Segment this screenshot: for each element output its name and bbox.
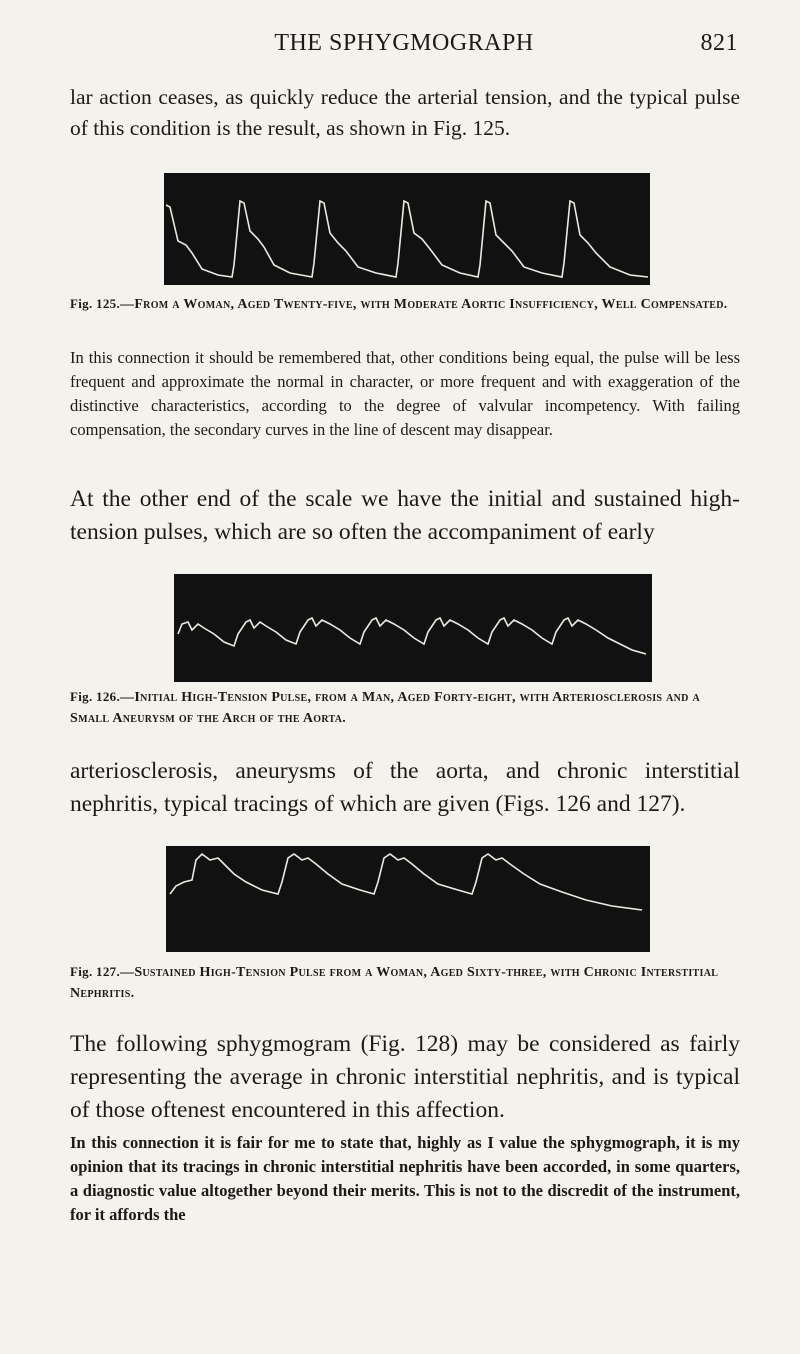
page-number: 821 (700, 30, 738, 56)
paragraph-2: In this connection it should be remembered that, other conditions being equal, the pulse will be less frequent and approximate the normal in character, or more frequent and with exaggeration of the distinctive characteristics, according to the degree of valvular incompetency. With failing compensation, the secondary curves in the line of descent may disappear. (70, 348, 740, 439)
running-title: THE SPHYGMOGRAPH (274, 30, 534, 56)
figure-125-caption: Fig. 125.—From a Woman, Aged Twenty-five, with Moderate Aortic Insufficiency, Well Compensated. (70, 296, 728, 312)
paragraph-5: The following sphygmogram (Fig. 128) may be considered as fairly representing the average in chronic interstitial nephritis, and is typical of those oftenest encountered in this affection. (70, 1031, 740, 1123)
figure-127-caption: Fig. 127.—Sustained High-Tension Pulse from a Woman, Aged Sixty-three, with Chronic Interstitial Nephritis. (70, 964, 719, 1001)
paragraph-3: At the other end of the scale we have the initial and sustained high-tension pulses, which are so often the accompaniment of early (70, 486, 740, 545)
paragraph-1: lar action ceases, as quickly reduce the arterial tension, and the typical pulse of this condition is the result, as shown in Fig. 125. (70, 85, 740, 140)
figure-126-caption: Fig. 126.—Initial High-Tension Pulse, from a Man, Aged Forty-eight, with Arteriosclerosis and a Small Aneurysm of the Arch of the Aorta. (70, 689, 700, 726)
figure-125-tracing (164, 173, 650, 285)
figure-126-tracing (174, 574, 652, 682)
figure-127-tracing (166, 846, 650, 952)
paragraph-4: arteriosclerosis, aneurysms of the aorta, and chronic interstitial nephritis, typical tracings of which are given (Figs. 126 and 127). (70, 758, 740, 817)
running-head (70, 30, 738, 64)
paragraph-6: In this connection it is fair for me to state that, highly as I value the sphygmograph, it is my opinion that its tracings in chronic interstitial nephritis have been accorded, in some quarters, a diagnostic value altogether beyond their merits. This is not to the discredit of the instrument, for it affords the (70, 1133, 740, 1224)
